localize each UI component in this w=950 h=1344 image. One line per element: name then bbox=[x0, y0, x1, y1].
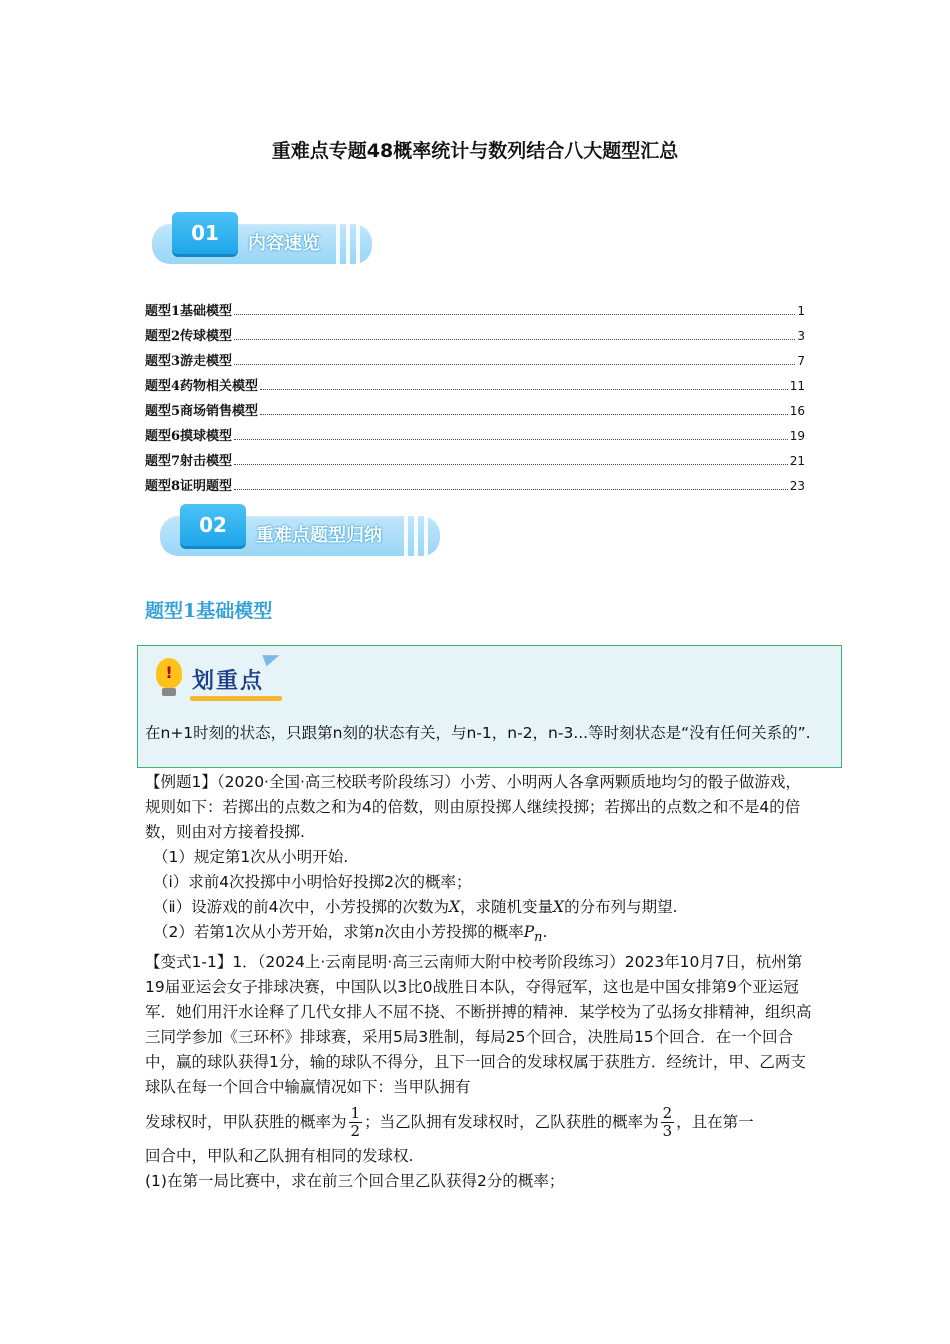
variant-text-end: 回合中，甲队和乙队拥有相同的发球权. bbox=[145, 1147, 414, 1166]
example-q1: （1）规定第1次从小明开始. bbox=[153, 848, 349, 866]
toc-row[interactable]: 题型5商场销售模型 16 bbox=[145, 404, 805, 419]
banner-label: 内容速览 bbox=[248, 233, 320, 254]
variant-q1: (1)在第一局比赛中，求在前三个回合里乙队获得2分的概率； bbox=[145, 1172, 565, 1191]
toc-row[interactable]: 题型8证明题型 23 bbox=[145, 479, 805, 494]
example-q2: （2）若第1次从小芳开始，求第n次由小芳投掷的概率$P_n$. bbox=[153, 923, 548, 946]
key-point-word: 划重点 bbox=[192, 669, 265, 694]
toc-row[interactable]: 题型2传球模型 3 bbox=[145, 329, 805, 344]
lightbulb-icon: ! bbox=[156, 658, 182, 688]
fraction-two-thirds: $\frac{2}{3}$ bbox=[662, 1104, 673, 1141]
banner-key-types bbox=[160, 504, 440, 564]
toc-row[interactable]: 题型6摸球模型 19 bbox=[145, 429, 805, 444]
banner-number: 01 bbox=[172, 212, 238, 254]
toc-row[interactable]: 题型7射击模型 21 bbox=[145, 454, 805, 469]
toc-row[interactable]: 题型1基础模型 1 bbox=[145, 304, 805, 319]
toc-row[interactable]: 题型3游走模型 7 bbox=[145, 354, 805, 369]
banner-stripes bbox=[404, 516, 432, 556]
key-point-box bbox=[137, 645, 842, 768]
variable-n: n bbox=[374, 923, 385, 941]
variable-p: P bbox=[523, 923, 535, 941]
variable-x: X bbox=[448, 898, 461, 916]
variant-text-fractions: 发球权时，甲队获胜的概率为 $\frac{1}{2}$ ；当乙队拥有发球权时，乙队获胜的概率为 $\frac{2}{3}$ ，且在第一 bbox=[145, 1104, 754, 1141]
logo-underline bbox=[190, 696, 282, 701]
example-intro: 【例题1】（2020·全国·高三校联考阶段练习）小芳、小明两人各拿两颗质地均匀的骰子做游戏，规则如下：若掷出的点数之和为4的倍数，则由原投掷人继续投掷；若掷出的点数之和不是4的倍数，则由对方接着投掷. bbox=[145, 773, 801, 841]
banner-contents bbox=[152, 212, 372, 272]
banner-stripes bbox=[336, 224, 364, 264]
problem-content bbox=[145, 770, 815, 1194]
table-of-contents bbox=[145, 300, 805, 500]
banner-number: 02 bbox=[180, 504, 246, 546]
page-title: 重难点专题48概率统计与数列结合八大题型汇总 bbox=[271, 140, 679, 162]
paper-plane-icon bbox=[262, 650, 281, 667]
variable-x: X bbox=[553, 898, 565, 916]
banner-label: 重难点题型归纳 bbox=[256, 525, 382, 546]
example-q1-ii: （ⅱ）设游戏的前4次中，小芳投掷的次数为X，求随机变量X的分布列与期望. bbox=[153, 898, 678, 916]
key-point-logo bbox=[146, 650, 286, 706]
fraction-one-half: $\frac{1}{2}$ bbox=[350, 1104, 361, 1141]
key-point-text: 在n+1时刻的状态，只跟第n刻的状态有关，与n-1，n-2，n-3...等时刻状态是“没有任何关系的”. bbox=[145, 724, 811, 742]
toc-row[interactable]: 题型4药物相关模型 11 bbox=[145, 379, 805, 394]
section-heading: 题型1基础模型 bbox=[145, 600, 273, 622]
lightbulb-base bbox=[162, 688, 176, 696]
example-q1-i: （ⅰ）求前4次投掷中小明恰好投掷2次的概率； bbox=[153, 873, 472, 891]
variant-text: 【变式1-1】1．（2024上·云南昆明·高三云南师大附中校考阶段练习）2023年10月7日，杭州第19届亚运会女子排球决赛，中国队以3比0战胜日本队，夺得冠军，这也是中国女排第9个亚运冠军．她们用汗水诠释了几代女排人不屈不挠、不断拼搏的精神．某学校为了弘扬女排精神，组织高三同学参加《三环杯》排球赛，采用5局3胜制，每局25个回合，决胜局15个回合．在一个回合中，赢的球队获得1分，输的球队不得分，且下一回合的发球权属于获胜方．经统计，甲、乙两支球队在每一个回合中输赢情况如下：当甲队拥有 bbox=[145, 953, 812, 1097]
